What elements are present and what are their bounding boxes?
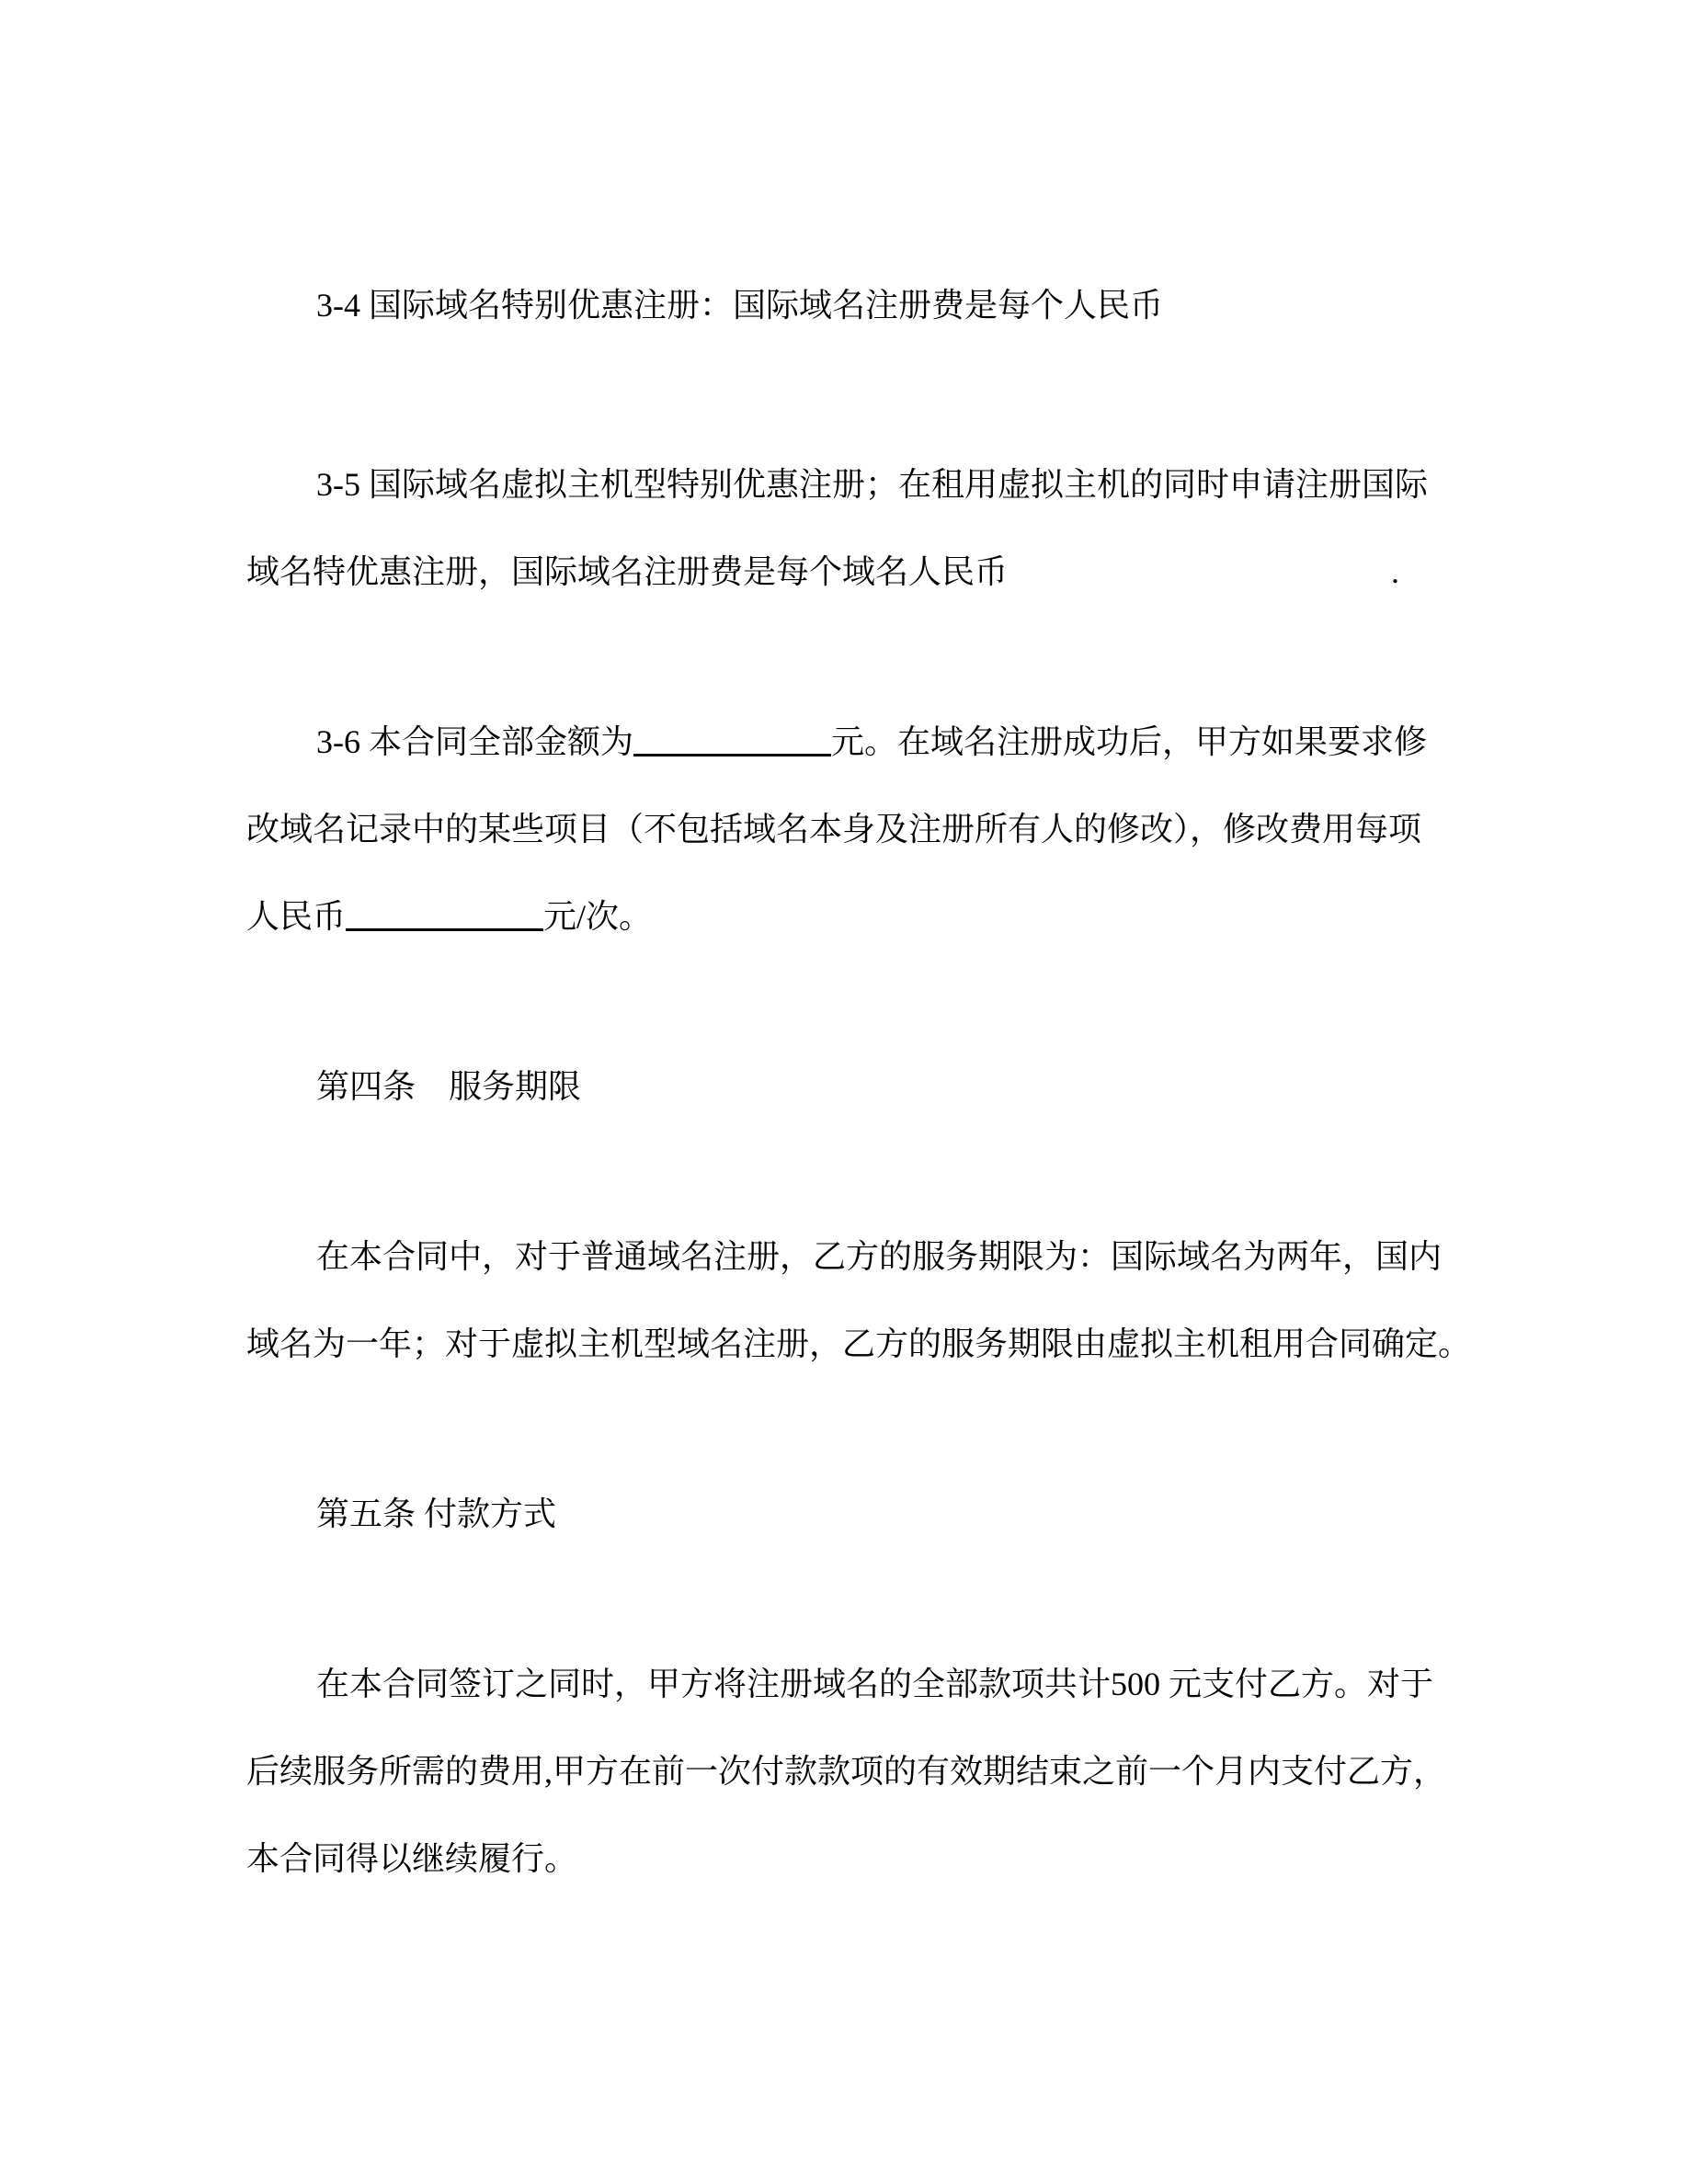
article-5-heading: 第五条 付款方式 [316,1496,557,1532]
total-amount-fill-in-blank [633,717,831,756]
article-5-line2: 后续服务所需的费用,甲方在前一次付款款项的有效期结束之前一个月内支付乙方， [246,1753,1447,1790]
clause-3-6-line3-after-blank: 元/次。 [543,898,653,935]
clause-3-4-line1: 3-4 国际域名特别优惠注册：国际域名注册费是每个人民币 [316,287,1163,324]
clause-3-5-line2 [246,529,1443,616]
clause-3-5-trailing-period: . [1391,553,1400,590]
clause-3-4 [246,262,1443,349]
clause-3-5 [246,441,1443,616]
clause-3-6-line1-after-blank: 元。在域名注册成功后，甲方如果要求修 [831,723,1428,760]
clause-3-6-line3-before-blank: 人民币 [246,898,347,935]
clause-3-5-line1: 3-5 国际域名虚拟主机型特别优惠注册；在租用虚拟主机的同时申请注册国际 [316,466,1428,503]
article-5-section [246,1471,1443,1558]
article-4-line1: 在本合同中，对于普通域名注册，乙方的服务期限为：国际域名为两年，国内 [316,1238,1443,1275]
article-5-line1: 在本合同签订之同时，甲方将注册域名的全部款项共计500 元支付乙方。对于 [316,1666,1434,1702]
article-4-line2: 域名为一年；对于虚拟主机型域名注册，乙方的服务期限由虚拟主机租用合同确定。 [246,1325,1472,1362]
article-5-line3: 本合同得以继续履行。 [246,1840,578,1877]
clause-3-5-line2-text: 域名特优惠注册，国际域名注册费是每个域名人民币 [246,553,1009,590]
modify-fee-fill-in-blank [346,892,543,931]
clause-3-6-line3 [246,873,1443,961]
clause-3-6-line1 [246,699,1443,786]
clause-3-6-line2: 改域名记录中的某些项目（不包括域名本身及注册所有人的修改），修改费用每项 [246,811,1422,847]
article-4-section [246,1043,1443,1131]
clause-3-6-line1-before-blank: 3-6 本合同全部金额为 [316,723,633,760]
article-5-body [246,1641,1447,1903]
article-4-body [246,1213,1472,1388]
article-4-heading: 第四条 服务期限 [316,1068,582,1105]
clause-3-6 [246,699,1443,961]
